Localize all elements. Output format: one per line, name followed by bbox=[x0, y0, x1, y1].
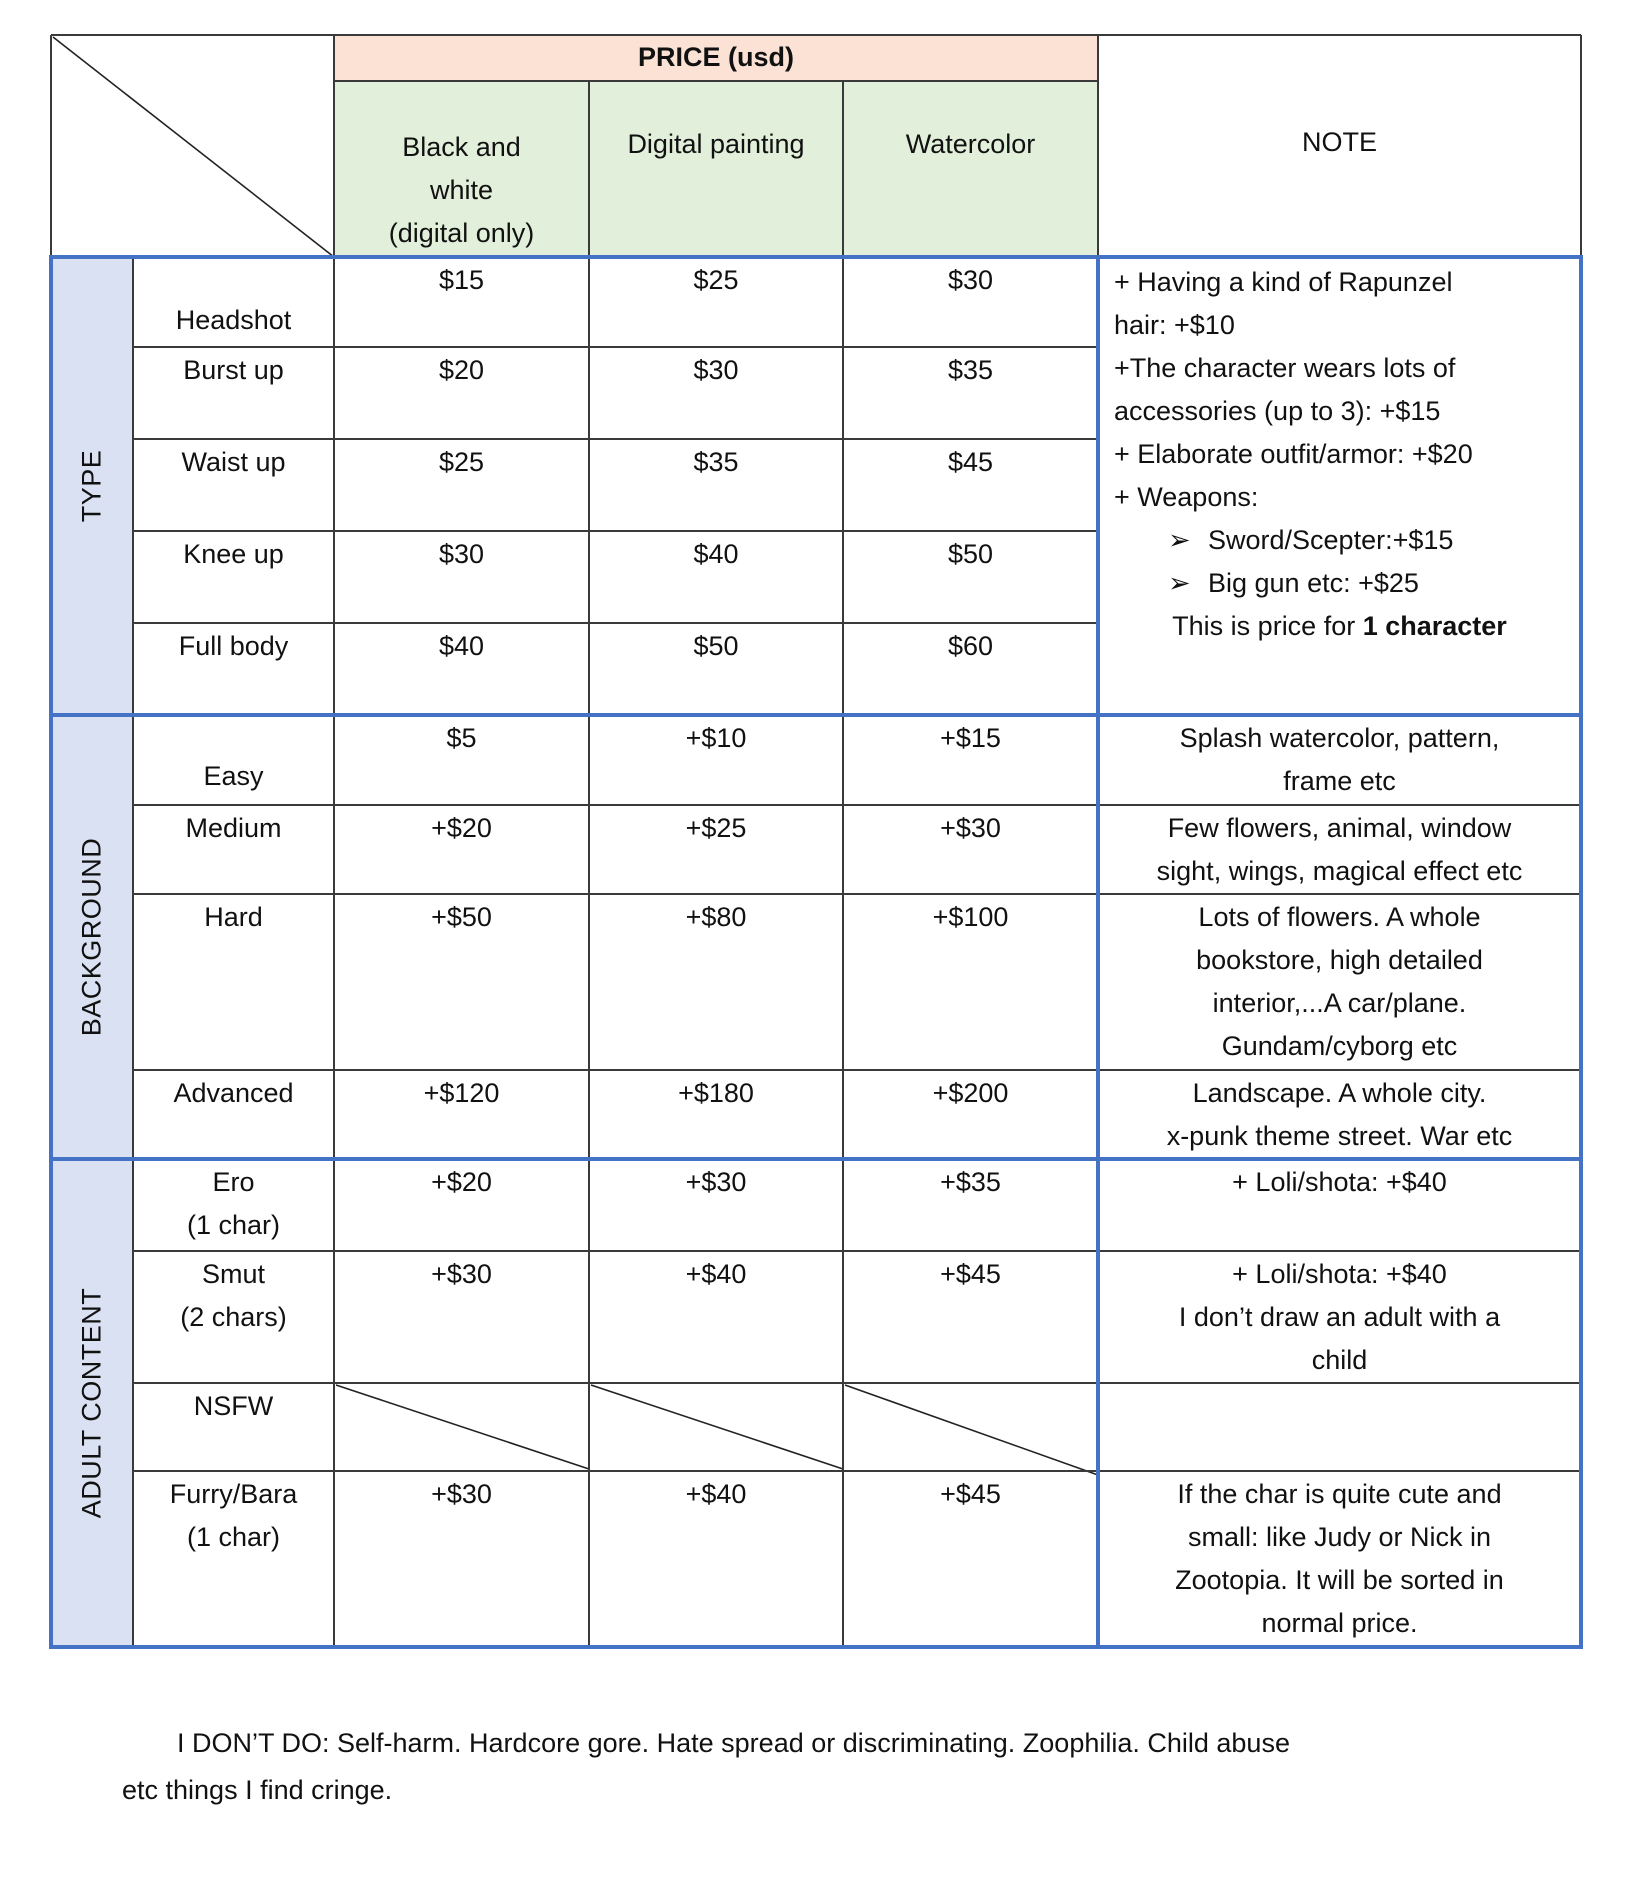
row-divider bbox=[133, 804, 1581, 806]
type-note bbox=[1098, 259, 1581, 715]
row-label: Full body bbox=[178, 631, 289, 661]
price-cell-digital-painting: +$40 bbox=[685, 1259, 747, 1289]
row-label: Easy bbox=[203, 761, 264, 791]
price-cell-black-and-white: +$120 bbox=[423, 1078, 500, 1108]
column-divider bbox=[132, 257, 134, 715]
note-line: +The character wears lots of bbox=[1114, 353, 1456, 383]
note-column-border bbox=[1096, 255, 1100, 1649]
price-cell-digital-painting: +$40 bbox=[685, 1479, 747, 1509]
note-header-label: NOTE bbox=[1301, 127, 1377, 157]
price-cell-black-and-white: $25 bbox=[438, 447, 485, 477]
row-label: Waist up bbox=[181, 447, 286, 477]
price-cell-digital-painting: $40 bbox=[693, 539, 739, 569]
price-cell-black-and-white: $30 bbox=[438, 539, 485, 569]
price-cell-digital-painting: +$10 bbox=[685, 723, 747, 753]
note-footer bbox=[1114, 605, 1581, 648]
row-label: Hard bbox=[204, 902, 263, 932]
column-divider bbox=[333, 715, 335, 1159]
price-cell-black-and-white: $20 bbox=[438, 355, 485, 385]
note-bullet-text: Sword/Scepter:+$15 bbox=[1208, 525, 1454, 555]
section-label-type: TYPE bbox=[76, 449, 107, 523]
price-cell-black-and-white: +$50 bbox=[431, 902, 492, 932]
row-note: + Loli/shota: +$40 bbox=[1232, 1167, 1447, 1197]
row-label: Ero (1 char) bbox=[186, 1167, 281, 1240]
row-divider bbox=[133, 1250, 1581, 1252]
column-header-digital-painting bbox=[589, 81, 843, 257]
column-divider bbox=[333, 257, 335, 715]
price-cell-digital-painting: +$25 bbox=[685, 813, 747, 843]
column-divider bbox=[333, 1159, 335, 1647]
row-divider bbox=[133, 893, 1581, 895]
price-cell-watercolor: $35 bbox=[947, 355, 994, 385]
price-cell-digital-painting: $35 bbox=[693, 447, 739, 477]
section-border-left bbox=[49, 255, 53, 1649]
price-cell-watercolor: $45 bbox=[947, 447, 994, 477]
section-label-adult-content: ADULT CONTENT bbox=[76, 1287, 107, 1519]
row-note bbox=[1098, 1383, 1581, 1471]
note-line: + Weapons: bbox=[1114, 482, 1259, 512]
note-bullet-text: Big gun etc: +$25 bbox=[1208, 568, 1419, 598]
column-header-label: Watercolor bbox=[905, 129, 1036, 159]
price-cell-black-and-white: +$30 bbox=[431, 1259, 492, 1289]
price-cell-black-and-white: +$20 bbox=[431, 1167, 492, 1197]
row-divider bbox=[133, 346, 1098, 348]
column-divider bbox=[842, 257, 844, 715]
column-header-label: Black and white (digital only) bbox=[388, 132, 535, 248]
price-cell-digital-painting: +$80 bbox=[685, 902, 747, 932]
price-cell-black-and-white: $5 bbox=[446, 723, 477, 753]
price-cell-digital-painting: $50 bbox=[693, 631, 739, 661]
price-cell-digital-painting: +$180 bbox=[678, 1078, 754, 1108]
table-right-border-header bbox=[1580, 35, 1582, 257]
column-divider bbox=[588, 257, 590, 715]
note-line: + Having a kind of Rapunzel bbox=[1114, 267, 1453, 297]
price-header-title: PRICE (usd) bbox=[637, 42, 794, 72]
note-line: accessories (up to 3): +$15 bbox=[1114, 396, 1441, 426]
price-cell-black-and-white: +$30 bbox=[431, 1479, 492, 1509]
row-divider bbox=[133, 1069, 1581, 1071]
row-divider bbox=[133, 1382, 1581, 1384]
section-border bbox=[49, 713, 1583, 717]
row-note: Splash watercolor, pattern, frame etc bbox=[1179, 723, 1500, 796]
price-cell-watercolor: +$30 bbox=[940, 813, 1001, 843]
note-bullet-item bbox=[1114, 519, 1581, 562]
row-label: Burst up bbox=[183, 355, 284, 385]
column-divider bbox=[588, 1159, 590, 1647]
nsfw-slash-digital-painting bbox=[589, 1383, 843, 1471]
row-label: Knee up bbox=[183, 539, 284, 569]
price-cell-watercolor: +$100 bbox=[932, 902, 1009, 932]
section-border-right bbox=[1579, 255, 1583, 1649]
note-bullet-item bbox=[1114, 562, 1581, 605]
arrow-bullet-icon: ➢ bbox=[1168, 525, 1191, 555]
price-header-divider bbox=[334, 80, 1098, 82]
section-label-background: BACKGROUND bbox=[76, 837, 107, 1037]
price-cell-digital-painting: $25 bbox=[693, 265, 739, 295]
note-footer-bold: 1 character bbox=[1362, 611, 1507, 641]
row-divider bbox=[133, 622, 1098, 624]
column-divider bbox=[132, 1159, 134, 1647]
price-cell-watercolor: $60 bbox=[947, 631, 994, 661]
row-label: Furry/Bara (1 char) bbox=[169, 1479, 298, 1552]
column-divider bbox=[842, 1159, 844, 1647]
row-note: If the char is quite cute and small: like Judy or Nick in Zootopia. It will be sorted in normal price. bbox=[1175, 1479, 1504, 1638]
price-cell-black-and-white: $15 bbox=[438, 265, 485, 295]
column-header-watercolor bbox=[843, 81, 1098, 257]
row-note: Landscape. A whole city. x-punk theme street. War etc bbox=[1166, 1078, 1513, 1151]
row-label: Headshot bbox=[175, 305, 292, 335]
row-label: Advanced bbox=[173, 1078, 294, 1108]
price-cell-digital-painting: $30 bbox=[693, 355, 739, 385]
row-note: + Loli/shota: +$40 I don’t draw an adult with a child bbox=[1178, 1259, 1501, 1375]
row-divider bbox=[133, 530, 1098, 532]
header-divider bbox=[1097, 35, 1099, 257]
row-divider bbox=[133, 438, 1098, 440]
row-note: Few flowers, animal, window sight, wings, magical effect etc bbox=[1156, 813, 1523, 886]
row-note: Lots of flowers. A whole bookstore, high detailed interior,...A car/plane. Gundam/cyborg etc bbox=[1196, 902, 1483, 1061]
arrow-bullet-icon: ➢ bbox=[1168, 568, 1191, 598]
note-line: hair: +$10 bbox=[1114, 310, 1235, 340]
price-cell-digital-painting: +$30 bbox=[685, 1167, 747, 1197]
price-cell-watercolor: +$35 bbox=[940, 1167, 1001, 1197]
section-border-top bbox=[49, 255, 1583, 259]
disclaimer-line-2: etc things I find cringe. bbox=[122, 1775, 393, 1805]
price-cell-watercolor: +$45 bbox=[940, 1259, 1001, 1289]
disclaimer-line-1: I DON’T DO: Self-harm. Hardcore gore. Hate spread or discriminating. Zoophilia. Child abuse bbox=[177, 1728, 1290, 1758]
table-left-border-header bbox=[50, 35, 52, 257]
header-divider bbox=[588, 81, 590, 257]
header-divider bbox=[333, 35, 335, 257]
price-cell-watercolor: +$200 bbox=[932, 1078, 1009, 1108]
price-cell-watercolor: +$15 bbox=[940, 723, 1001, 753]
column-divider bbox=[842, 715, 844, 1159]
row-label: NSFW bbox=[193, 1391, 274, 1421]
price-cell-black-and-white: +$20 bbox=[431, 813, 492, 843]
row-label: Medium bbox=[185, 813, 282, 843]
corner-diagonal bbox=[51, 35, 334, 257]
header-divider bbox=[842, 81, 844, 257]
table-top-border bbox=[51, 34, 1581, 36]
price-cell-watercolor: +$45 bbox=[940, 1479, 1001, 1509]
column-divider bbox=[588, 715, 590, 1159]
price-cell-watercolor: $30 bbox=[947, 265, 994, 295]
note-header bbox=[1098, 35, 1581, 257]
nsfw-slash-watercolor bbox=[843, 1383, 1098, 1471]
section-border bbox=[49, 1157, 1583, 1161]
price-cell-watercolor: $50 bbox=[947, 539, 994, 569]
column-header-black-and-white bbox=[334, 81, 589, 257]
row-divider bbox=[133, 1470, 1581, 1472]
column-header-label: Digital painting bbox=[627, 129, 805, 159]
section-border-bottom bbox=[49, 1645, 1583, 1649]
note-line: + Elaborate outfit/armor: +$20 bbox=[1114, 439, 1473, 469]
row-label: Smut (2 chars) bbox=[180, 1259, 287, 1332]
price-cell-black-and-white: $40 bbox=[438, 631, 485, 661]
note-footer-plain: This is price for bbox=[1172, 611, 1363, 641]
nsfw-slash-black-and-white bbox=[334, 1383, 589, 1471]
column-divider bbox=[132, 715, 134, 1159]
